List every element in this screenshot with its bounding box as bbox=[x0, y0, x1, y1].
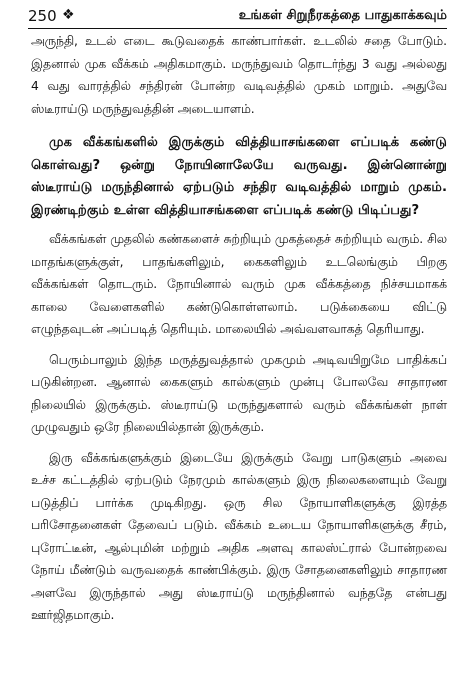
paragraph-continued: அருந்தி, உடல் எடை கூடுவதைக் காண்பார்கள். உடலில் சதை போடும். இதனால் முக வீக்கம் அதிகமாகும். மருந்துவம் தொடர்ந்து 3 வது அல்லது 4 வது வாரத்தில் சந்திரன் போன்ற வடிவத்தில் முகம் மாறும். அதுவே ஸ்டீராய்டு மருந்துவத்தின் அடையாளம். bbox=[31, 34, 447, 116]
page-header bbox=[28, 6, 447, 29]
page-number: 250 bbox=[28, 7, 57, 25]
paragraph: வீக்கங்கள் முதலில் கண்களைச் சுற்றியும் முகத்தைச் சுற்றியும் வரும். சில மாதங்களுக்குள், பாதங்களிலும், கைகளிலும் உடலெங்கும் பிறகு வீக்கங்கள் தொடரும். நோயினால் வரும் முக வீக்கத்தை நிச்சயமாகக் காலை வேளைகளில் கண்டுகொள்ளலாம். படுக்கையை விட்டு எழுந்தவுடன் அப்படித் தெரியும். மாலையில் அவ்வளவாகத் தெரியாது. bbox=[31, 232, 447, 336]
paragraph: பெரும்பாலும் இந்த மருத்துவத்தால் முகமும் அடிவயிறுமே பாதிக்கப் படுகின்றன. ஆனால் கைகளும் கால்களும் முன்பு போலவே சாதாரண நிலையில் இருக்கும். ஸ்டீராய்டு மருந்துகளால் வரும் வீக்கங்கள் நாள் முழுவதும் ஒரே நிலையில்தான் இருக்கும். bbox=[31, 352, 447, 434]
page-body bbox=[31, 30, 447, 627]
diamond-separator-icon: ❖ bbox=[62, 7, 75, 23]
running-title: உங்கள் சிறுநீரகத்தை பாதுகாக்கவும் bbox=[238, 8, 447, 23]
paragraph: இரு வீக்கங்களுக்கும் இடையே இருக்கும் வேறு பாடுகளும் அவை உச்ச கட்டத்தில் ஏற்படும் நேரமும் கால்களும் இரு நிலைகளையும் வேறு படுத்திப் பார்க்க முடிகிறது. ஒரு சில நோயாளிகளுக்கு இரத்த பரிசோதனைகள் தேவைப் படும். வீக்கம் உடைய நோயாளிகளுக்கு சீரம், புரோட்டீன், ஆல்புமின் மற்றும் அதிக அளவு காலஸ்ட்ரால் போன்றவை நோய் மீண்டும் வருவதைக் காண்பிக்கும். இரு சோதனைகளிலும் சாதாரண அளவே இருந்தால் அது ஸ்டீராய்டு மருந்தினால் வந்ததே என்பது ஊர்ஜிதமாகும். bbox=[31, 450, 447, 622]
question-paragraph: முக வீக்கங்களில் இருக்கும் வித்தியாசங்களை எப்படிக் கண்டு கொள்வது? ஒன்று நோயினாலேயே வருவது. இன்னொன்று ஸ்டீராய்டு மருந்தினால் ஏற்படும் சந்திர வடிவத்தில் மாறும் முகம். இரண்டிற்கும் உள்ள வித்தியாசங்களை எப்படிக் கண்டு பிடிப்பது? bbox=[31, 135, 447, 218]
